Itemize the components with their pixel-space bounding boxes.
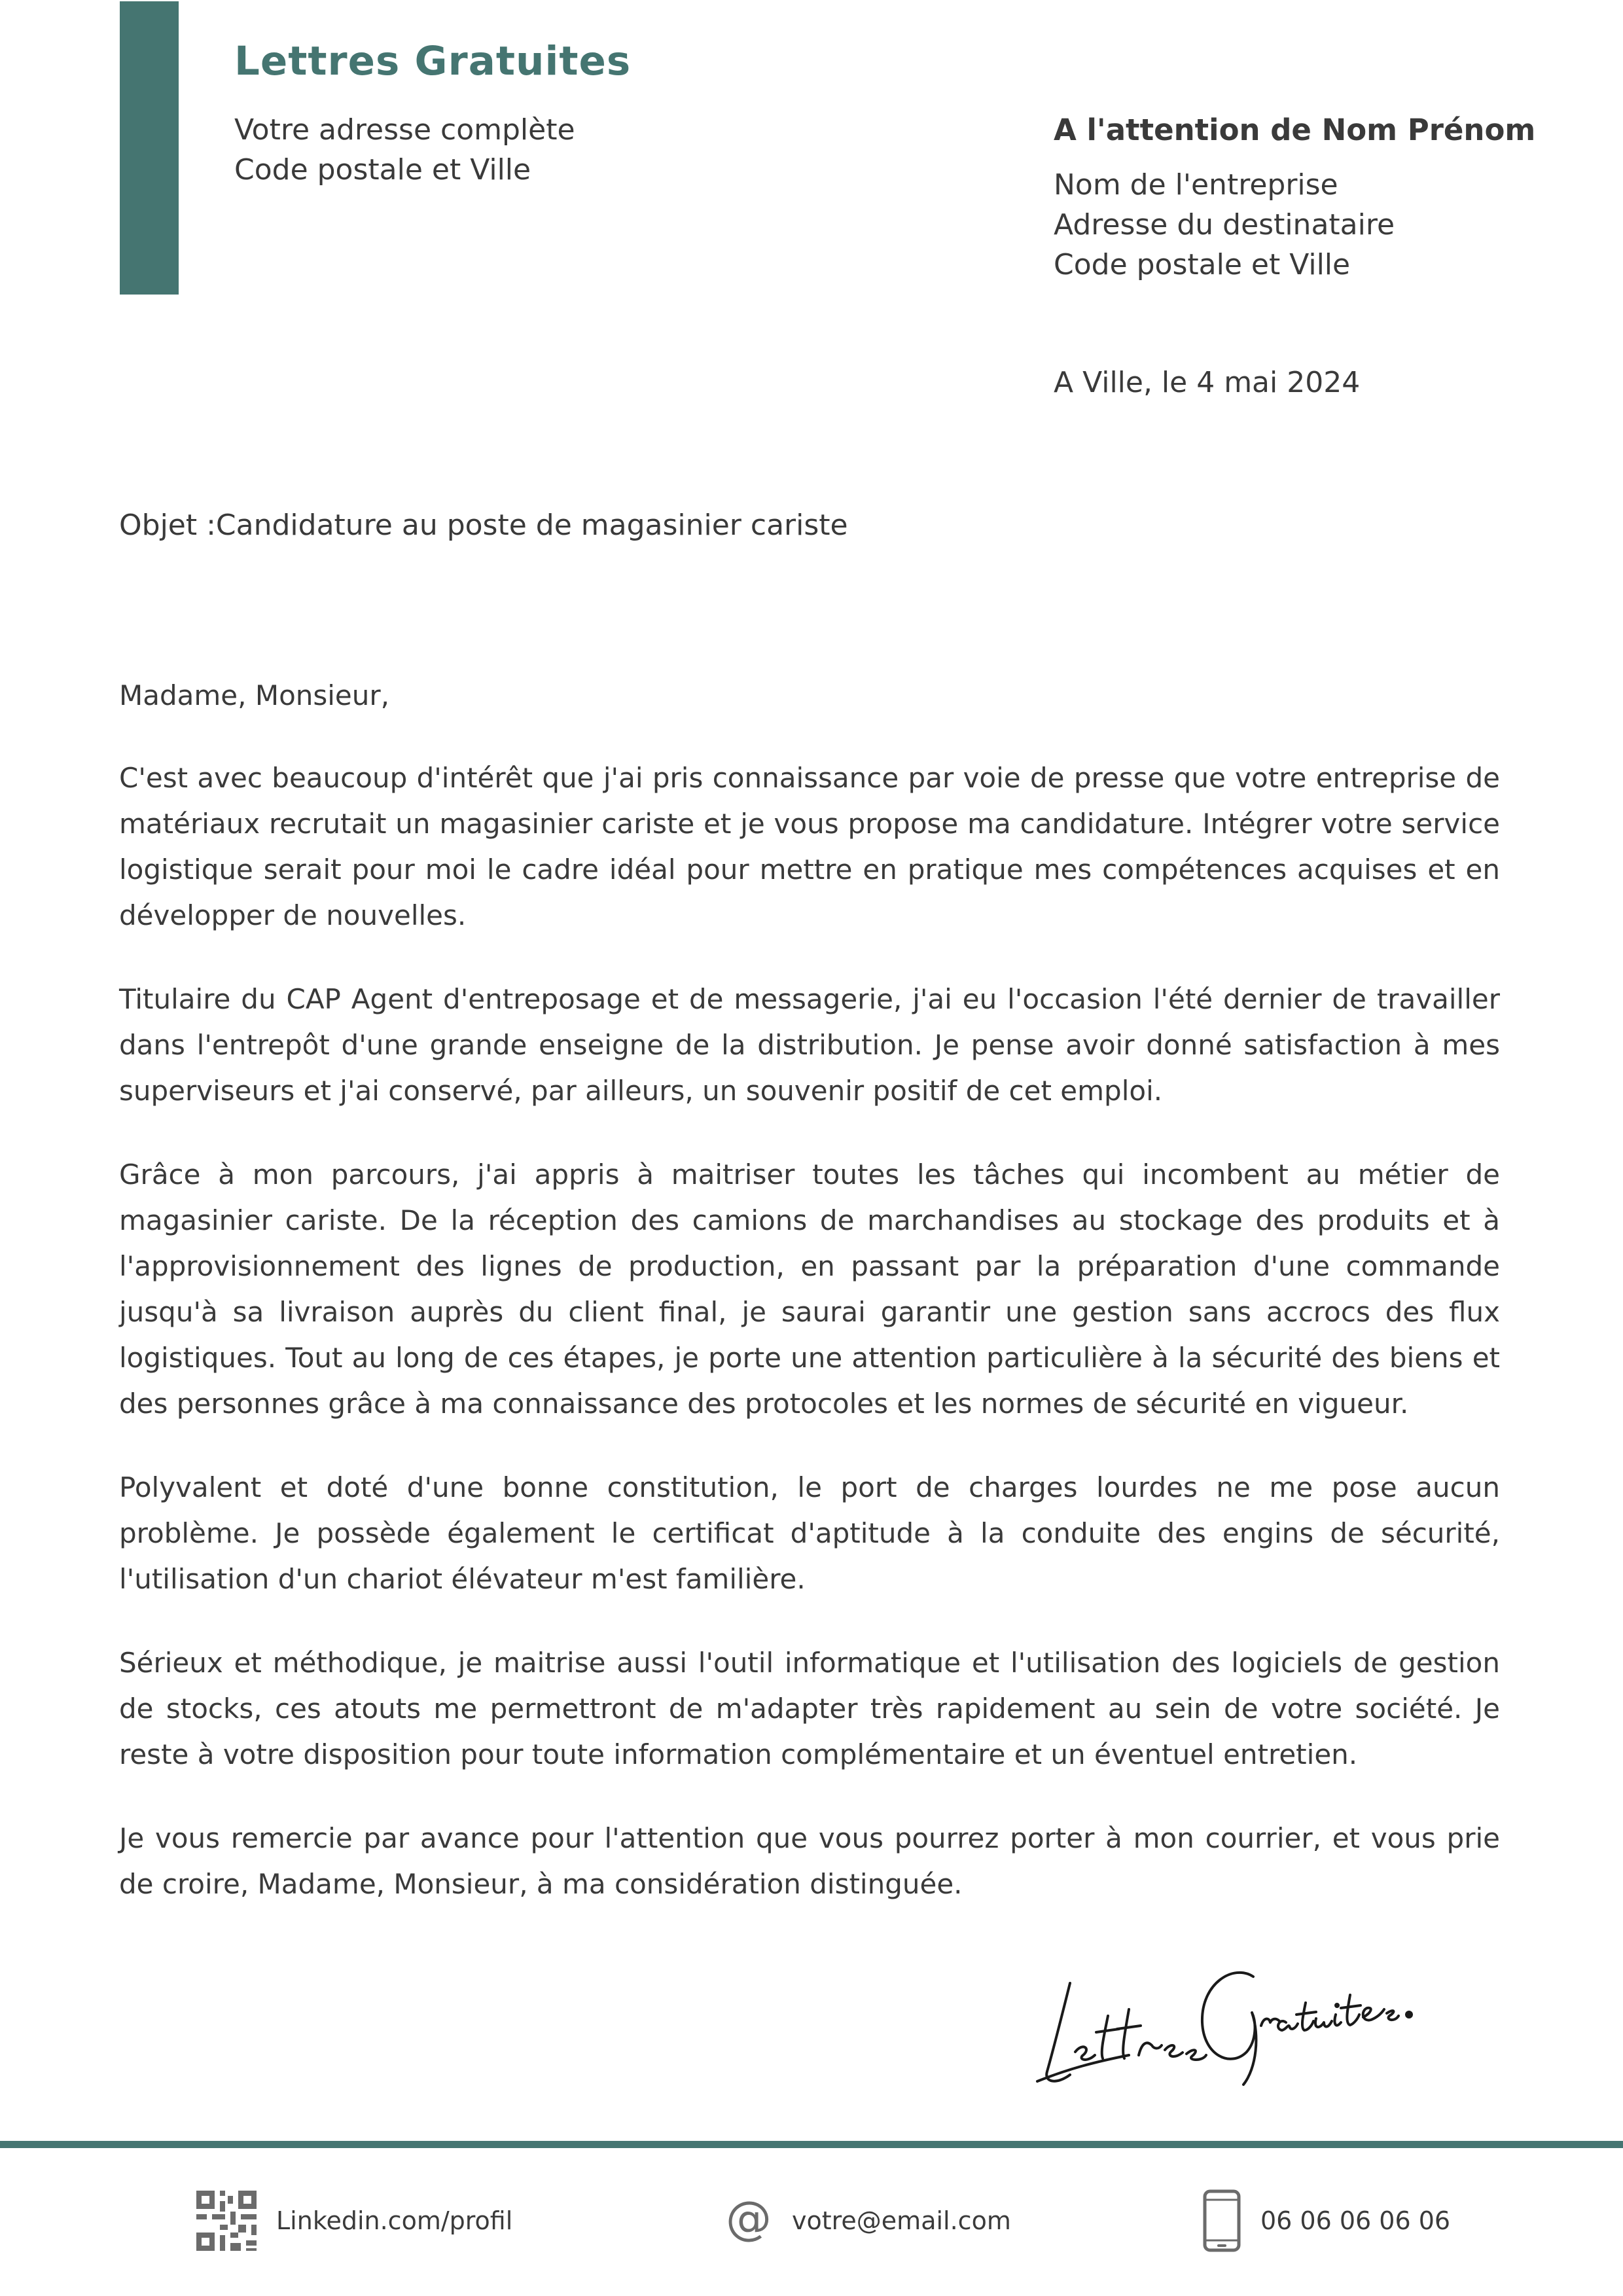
footer-phone [1203, 2188, 1450, 2253]
recipient-company: Nom de l'entreprise [1054, 168, 1338, 202]
mobile-phone-icon [1203, 2189, 1241, 2252]
paragraph-4: Polyvalent et doté d'une bonne constitution, le port de charges lourdes ne me pose aucun problème. Je possède également le certificat d'aptitude à la conduite des engins de sécurité, l'utilisation d'un chariot élévateur m'est familière. [119, 1471, 1500, 1595]
at-sign-icon [725, 2197, 772, 2244]
paragraph-6: Je vous remercie par avance pour l'attention que vous pourrez porter à mon courrier, et vous prie de croire, Madame, Monsieur, à ma considération distinguée. [119, 1822, 1500, 1900]
linkedin-text[interactable]: Linkedin.com/profil [276, 2206, 513, 2235]
header-accent-bar [120, 1, 179, 295]
recipient-block [1054, 113, 1577, 285]
sender-address-line1: Votre adresse complète [234, 113, 575, 147]
letter-subject: Objet :Candidature au poste de magasinier cariste [119, 509, 848, 542]
letter-body [119, 673, 1500, 1945]
footer-rule [0, 2141, 1623, 2148]
recipient-address: Adresse du destinataire [1054, 208, 1395, 242]
sender-address [234, 110, 575, 190]
paragraph-3: Grâce à mon parcours, j'ai appris à maitriser toutes les tâches qui incombent au métier de magasinier cariste. De la réception des camions de marchandises au stockage des produits et à l'approvisionnement des lignes de production, en passant par la préparation d'une commande jusqu'à sa livraison auprès du client final, je saurai garantir une gestion sans accrocs des flux logistiques. Tout au long de ces étapes, je porte une attention particulière à la sécurité des biens et des personnes grâce à ma connaissance des protocoles et les normes de sécurité en vigueur. [119, 1158, 1500, 1420]
recipient-attention: A l'attention de Nom Prénom [1054, 113, 1536, 147]
handwritten-signature [1031, 1937, 1417, 2101]
paragraph-5: Sérieux et méthodique, je maitrise aussi l'outil informatique et l'utilisation des logiciels de gestion de stocks, ces atouts me permettront de m'adapter très rapidement au sein de votre société. Je reste à votre disposition pour toute information complémentaire et un éventuel entretien. [119, 1647, 1500, 1770]
paragraph-1: C'est avec beaucoup d'intérêt que j'ai pris connaissance par voie de presse que votre entreprise de matériaux recrutait un magasinier cariste et je vous propose ma candidature. Intégrer votre service logistique serait pour moi le cadre idéal pour mettre en pratique mes compétences acquises et en développer de nouvelles. [119, 762, 1500, 931]
qr-code-icon [196, 2191, 257, 2251]
phone-text[interactable]: 06 06 06 06 06 [1260, 2206, 1451, 2235]
footer-linkedin [196, 2188, 512, 2253]
letter-date: A Ville, le 4 mai 2024 [1054, 366, 1361, 399]
svg-text:@: @ [726, 2197, 772, 2244]
sender-address-line2: Code postale et Ville [234, 153, 531, 187]
salutation: Madame, Monsieur, [119, 679, 390, 711]
email-text[interactable]: votre@email.com [792, 2206, 1011, 2235]
paragraph-2: Titulaire du CAP Agent d'entreposage et de messagerie, j'ai eu l'occasion l'été dernier de travailler dans l'entrepôt d'une grande enseigne de la distribution. Je pense avoir donné satisfaction à mes superviseurs et j'ai conservé, par ailleurs, un souvenir positif de cet emploi. [119, 983, 1500, 1107]
recipient-city: Code postale et Ville [1054, 248, 1351, 281]
sender-name: Lettres Gratuites [234, 38, 632, 84]
footer-email [725, 2188, 1011, 2253]
